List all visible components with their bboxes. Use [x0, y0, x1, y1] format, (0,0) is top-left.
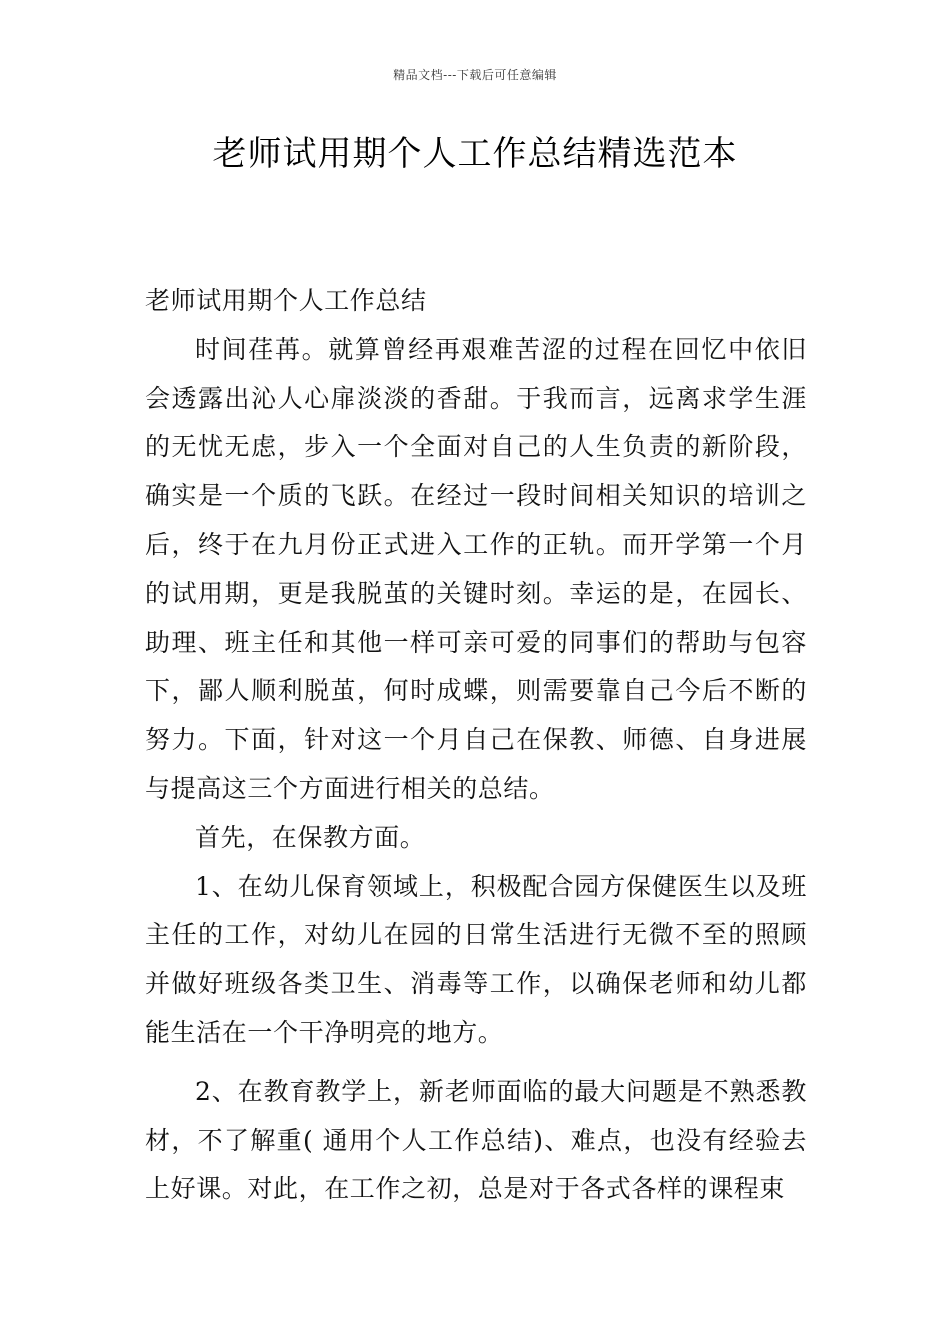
document-body: [145, 277, 807, 1214]
section-subtitle: 老师试用期个人工作总结: [145, 286, 427, 315]
paragraph-item-2: 2、在教育教学上，新老师面临的最大问题是不熟悉教材，不了解重( 通用个人工作总结)、难点，也没有经验去上好课。对此，在工作之初，总是对于各式各样的课程束: [145, 1076, 807, 1204]
paragraph-item-1: 1、在幼儿保育领域上，积极配合园方保健医生以及班主任的工作，对幼儿在园的日常生活进行无微不至的照顾并做好班级各类卫生、消毒等工作，以确保老师和幼儿都能生活在一个干净明亮的地方。: [145, 871, 807, 1047]
paragraph-intro: 时间荏苒。就算曾经再艰难苦涩的过程在回忆中依旧会透露出沁人心扉淡淡的香甜。于我而言，远离求学生涯的无忧无虑，步入一个全面对自己的人生负责的新阶段，确实是一个质的飞跃。在经过一段时间相关知识的培训之后，终于在九月份正式进入工作的正轨。而开学第一个月的试用期，更是我脱茧的关键时刻。幸运的是，在园长、助理、班主任和其他一样可亲可爱的同事们的帮助与包容下，鄙人顺利脱茧，何时成蝶，则需要靠自己今后不断的努力。下面，针对这一个月自己在保教、师德、自身进展与提高这三个方面进行相关的总结。: [145, 334, 807, 803]
document-title: 老师试用期个人工作总结精选范本: [212, 134, 738, 174]
header-note: 精品文档---下载后可任意编辑: [393, 68, 557, 82]
paragraph-first-point: 首先，在保教方面。: [195, 822, 426, 852]
